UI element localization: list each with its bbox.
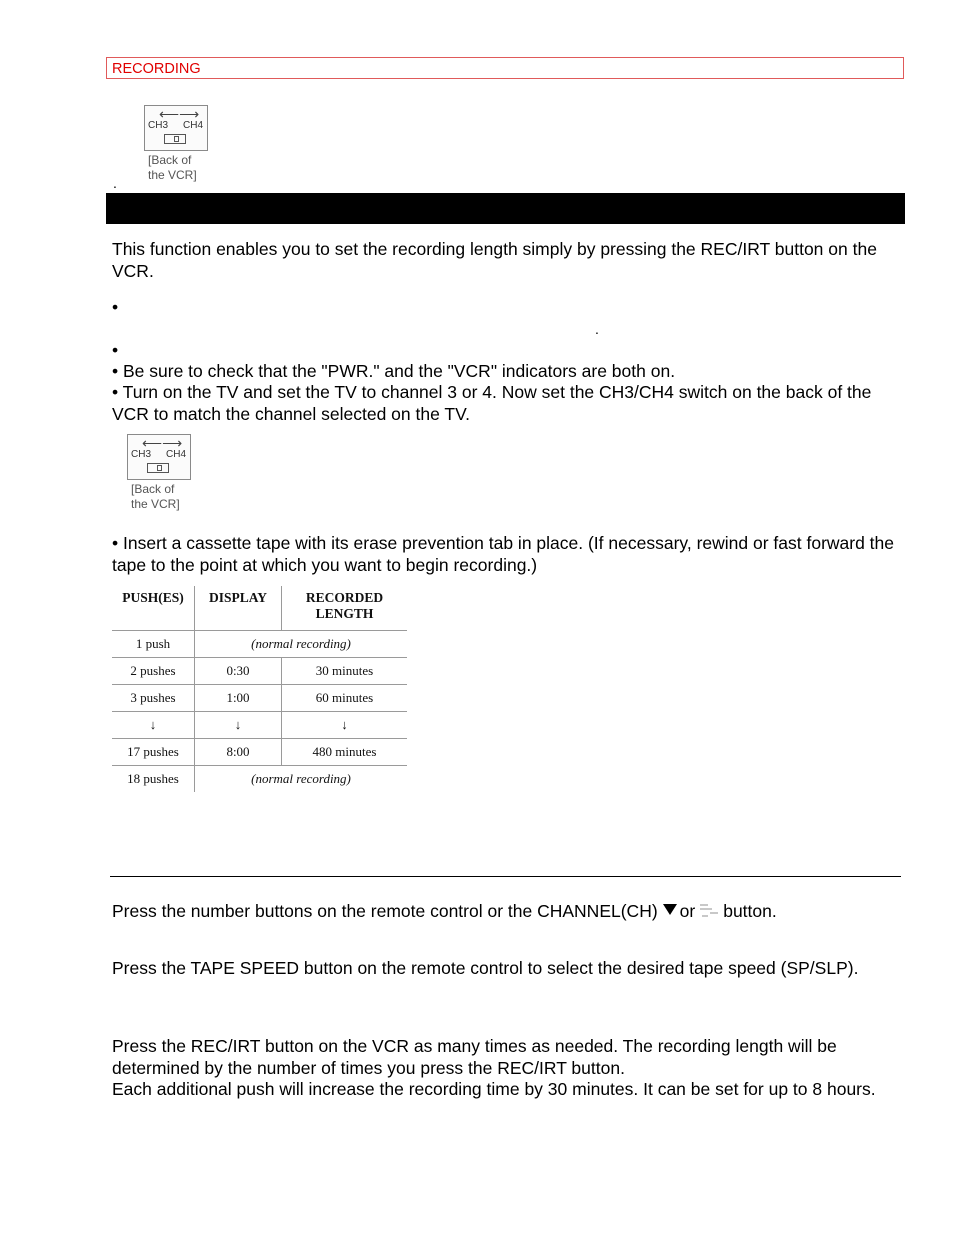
section-title-bar [106,193,905,224]
section-label: RECORDING [112,61,201,77]
step-2-tape-speed: Press the TAPE SPEED button on the remote control to select the desired tape speed (SP/SLP). [112,958,859,978]
slide-switch-icon [147,463,169,473]
stray-dot: . [113,175,117,191]
header-display: DISPLAY [195,586,282,631]
header-recorded-length: RECORDED LENGTH [282,586,408,631]
ch3-label: CH3 [148,120,169,131]
cell-push: 17 pushes [112,739,195,766]
table-row [112,685,407,712]
cell-push: 2 pushes [112,658,195,685]
bullet-tv-channel: • Turn on the TV and set the TV to channel 3 or 4. Now set the CH3/CH4 switch on the back of the VCR to match the channel selected on the TV. [112,382,872,424]
bullet-empty-2: • [112,340,119,360]
figure-caption: [Back of the VCR] [131,482,180,511]
ch4-label: CH4 [166,449,187,460]
cell-length: 480 minutes [282,739,408,766]
cell-arrow: ↓ [112,712,195,739]
step-3-extra: Each additional push will increase the recording time by 30 minutes. It can be set for up to 8 hours. [112,1079,876,1099]
cell-normal-recording: (normal recording) [251,771,351,786]
channel-down-icon [663,904,677,915]
cell-push: 18 pushes [112,766,195,793]
table-header-row [112,586,407,631]
ch-switch-figure-bottom [127,434,191,512]
switch-panel [144,105,208,151]
bullet-empty-1: • [112,297,119,317]
cell-length: 60 minutes [282,685,408,712]
ch-switch-figure-top [144,105,208,183]
cell-length: 30 minutes [282,658,408,685]
header-pushes: PUSH(ES) [112,586,195,631]
table-row [112,631,407,658]
section-header [106,57,904,79]
switch-panel [127,434,191,480]
step-3-rec-irt: Press the REC/IRT button on the VCR as many times as needed. The recording length will be determined by the number of times you press the REC/IRT button. [112,1036,837,1078]
cell-push: 3 pushes [112,685,195,712]
stray-dot: . [595,321,599,337]
cell-arrow: ↓ [282,712,408,739]
figure-caption: [Back of the VCR] [148,153,197,182]
table-row [112,712,407,739]
slide-switch-icon [164,134,186,144]
cell-display: 8:00 [195,739,282,766]
bullet-check-indicators: • Be sure to check that the "PWR." and the "VCR" indicators are both on. [112,361,676,381]
push-count-table [112,586,407,792]
step-1-channel: Press the number buttons on the remote control or the CHANNEL(CH) or button. [112,901,777,921]
bullet-insert-tape: • Insert a cassette tape with its erase prevention tab in place. (If necessary, rewind or fast forward the tape to the point at which you want to begin recording.) [112,533,895,575]
ch4-label: CH4 [183,120,204,131]
cell-display: 1:00 [195,685,282,712]
cell-arrow: ↓ [195,712,282,739]
table-row [112,739,407,766]
section-divider [110,876,901,877]
cell-normal-recording: (normal recording) [195,631,408,658]
channel-up-icon [698,902,720,918]
cell-push: 1 push [112,631,195,658]
intro-paragraph: This function enables you to set the recording length simply by pressing the REC/IRT button on the VCR. [112,239,877,281]
double-arrow-icon: ⟵⟶ [142,435,183,451]
cell-display: 0:30 [195,658,282,685]
double-arrow-icon: ⟵⟶ [159,106,200,122]
table-row [112,658,407,685]
ch3-label: CH3 [131,449,152,460]
table-row [112,766,407,793]
